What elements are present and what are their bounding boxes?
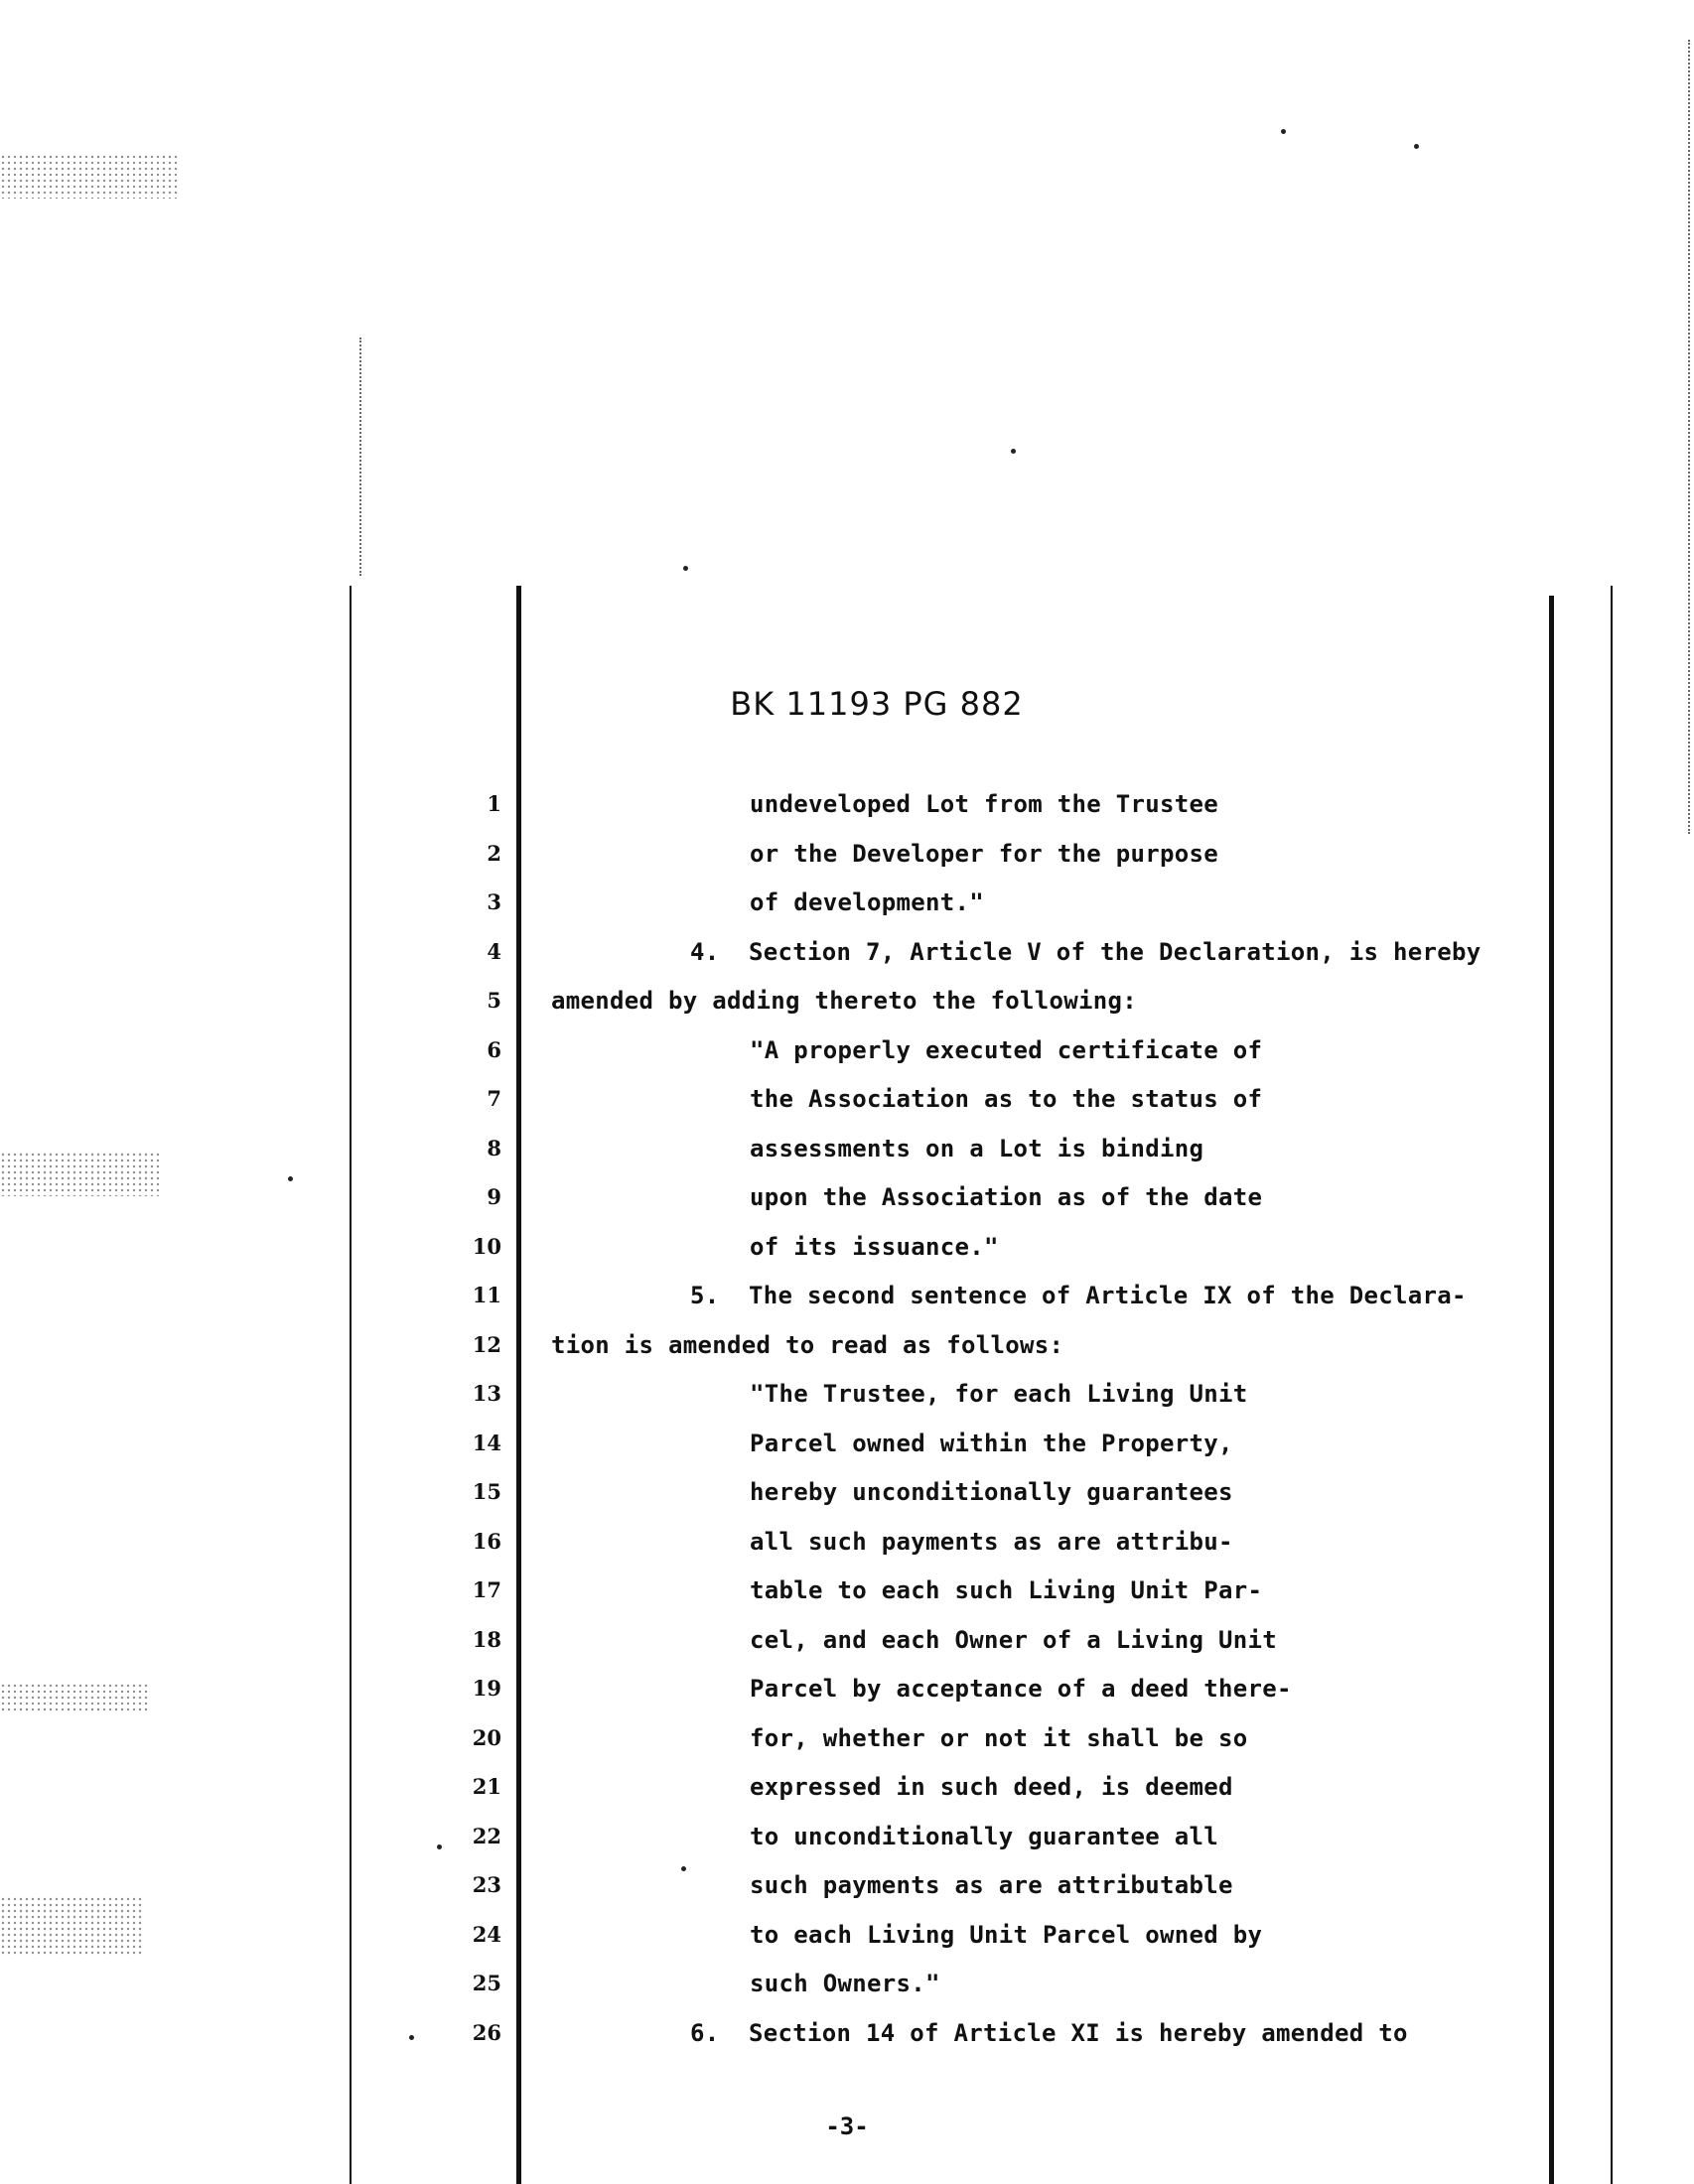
scan-speck (409, 2035, 414, 2040)
scan-speck (683, 566, 688, 571)
document-body (551, 789, 1544, 2067)
text-line: to unconditionally guarantee all (750, 1822, 1218, 1850)
line-number: 12 (472, 1331, 501, 1357)
line-number: 5 (487, 988, 501, 1013)
left-outer-rule (350, 586, 352, 2184)
text-line: table to each such Living Unit Par- (750, 1576, 1263, 1604)
line-number: 23 (472, 1872, 501, 1897)
text-line: or the Developer for the purpose (750, 839, 1218, 868)
scan-speck (288, 1176, 293, 1181)
text-line: "The Trustee, for each Living Unit (750, 1380, 1248, 1408)
scan-noise-patch (0, 1683, 149, 1712)
scan-noise-patch (0, 1152, 159, 1196)
book-page-number: BK 11193 PG 882 (730, 685, 1024, 723)
left-margin-rule (516, 586, 521, 2184)
line-number: 2 (487, 840, 501, 866)
scan-speck (437, 1844, 442, 1849)
line-number: 3 (487, 889, 501, 914)
text-line: amended by adding thereto the following: (551, 987, 1137, 1015)
line-number: 9 (487, 1184, 501, 1209)
line-number: 19 (472, 1676, 501, 1701)
text-line: cel, and each Owner of a Living Unit (750, 1625, 1277, 1654)
line-number: 14 (472, 1430, 501, 1455)
text-line: hereby unconditionally guarantees (750, 1478, 1233, 1506)
text-line: all such payments as are attribu- (750, 1527, 1233, 1556)
line-number: 16 (472, 1528, 501, 1554)
text-line: to each Living Unit Parcel owned by (750, 1920, 1263, 1949)
text-line: tion is amended to read as follows: (551, 1330, 1064, 1359)
text-line: of development." (750, 888, 984, 916)
line-number: 13 (472, 1381, 501, 1406)
line-number-column (452, 789, 501, 2067)
scan-noise-patch (0, 154, 179, 199)
text-line: Parcel by acceptance of a deed there- (750, 1675, 1292, 1703)
line-number: 25 (472, 1971, 501, 1995)
right-margin-rule (1549, 596, 1554, 2184)
line-number: 24 (472, 1921, 501, 1947)
text-line: Parcel owned within the Property, (750, 1429, 1233, 1457)
text-line: 6. Section 14 of Article XI is hereby amended to (690, 2018, 1408, 2047)
line-number: 8 (487, 1135, 501, 1160)
scan-speck (1011, 449, 1016, 454)
text-line: such payments as are attributable (750, 1871, 1233, 1899)
line-number: 21 (472, 1774, 501, 1799)
line-number: 11 (472, 1283, 501, 1307)
text-line: 4. Section 7, Article V of the Declaration, is hereby (690, 937, 1482, 966)
text-line: upon the Association as of the date (750, 1183, 1263, 1211)
line-number: 26 (472, 2019, 501, 2045)
line-number: 20 (472, 1724, 501, 1750)
text-line: undeveloped Lot from the Trustee (750, 790, 1218, 818)
scan-noise-patch (0, 1896, 144, 1956)
line-number: 15 (472, 1479, 501, 1504)
right-outer-rule (1611, 586, 1613, 2184)
text-line: expressed in such deed, is deemed (750, 1773, 1233, 1801)
recording-header (0, 685, 1694, 723)
text-line: 5. The second sentence of Article IX of the Declara- (690, 1282, 1467, 1309)
line-number: 18 (472, 1626, 501, 1652)
line-number: 4 (487, 938, 501, 964)
text-line: for, whether or not it shall be so (750, 1723, 1248, 1752)
line-number: 22 (472, 1823, 501, 1848)
text-line: such Owners." (750, 1970, 940, 1997)
page-number: -3- (825, 2113, 869, 2140)
text-line: the Association as to the status of (750, 1085, 1263, 1113)
scan-speck (1414, 144, 1419, 149)
scan-speck (1281, 129, 1286, 134)
text-line: of its issuance." (750, 1232, 999, 1261)
text-line: "A properly executed certificate of (750, 1035, 1263, 1064)
line-number: 7 (487, 1086, 501, 1111)
line-number: 1 (487, 791, 501, 816)
line-number: 10 (472, 1233, 501, 1259)
text-line: assessments on a Lot is binding (750, 1134, 1204, 1162)
scan-edge-dotted (359, 338, 361, 576)
line-number: 6 (487, 1036, 501, 1062)
line-number: 17 (472, 1577, 501, 1602)
